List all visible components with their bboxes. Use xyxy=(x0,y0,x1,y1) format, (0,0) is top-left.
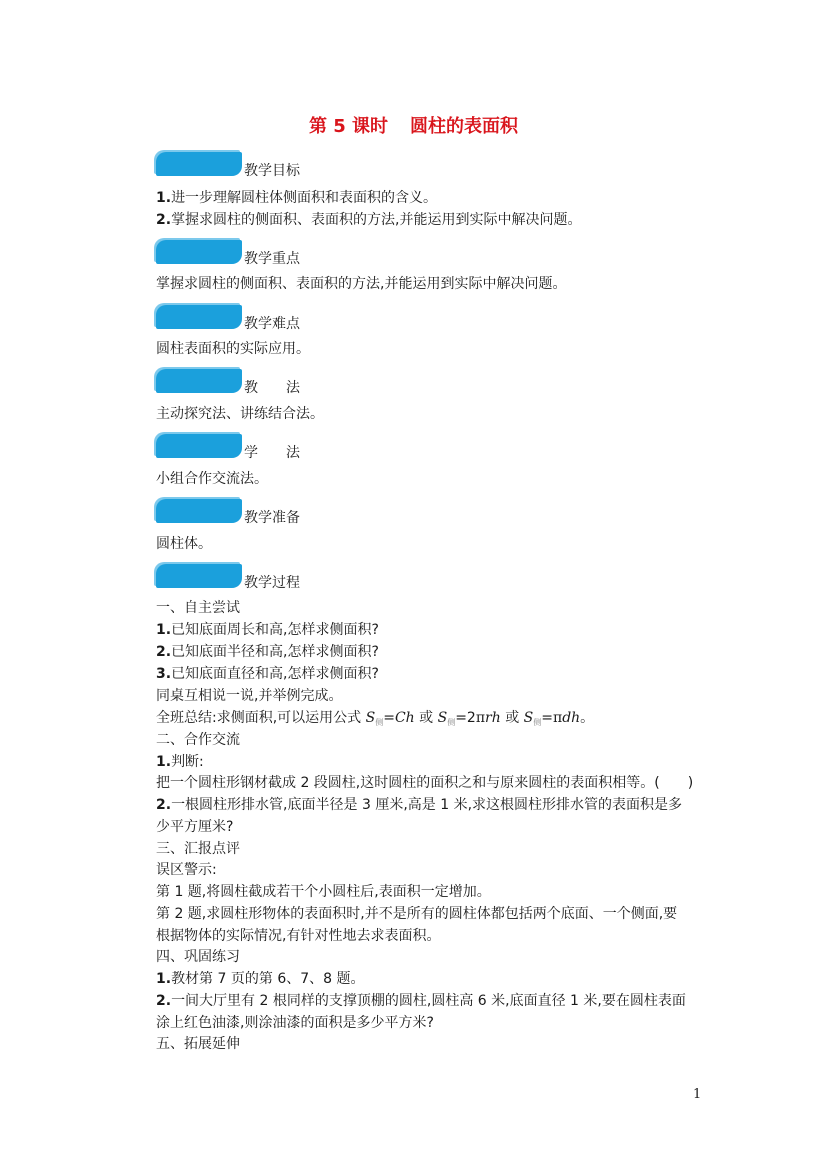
exercise-2-line-1: 2.一间大厅里有 2 根同样的支撑顶棚的圆柱,圆柱高 6 米,底面直径 1 米,要在圆柱表面 xyxy=(156,993,686,1009)
key-text: 掌握求圆柱的侧面积、表面积的方法,并能运用到实际中解决问题。 xyxy=(156,276,567,292)
section-label: 教学难点 xyxy=(244,316,300,332)
process-heading-2: 二、合作交流 xyxy=(156,732,240,748)
section-label: 教学重点 xyxy=(244,251,300,267)
section-badge xyxy=(156,369,242,393)
goal-item-2: 2.掌握求圆柱的侧面积、表面积的方法,并能运用到实际中解决问题。 xyxy=(156,212,582,228)
process-heading-1: 一、自主尝试 xyxy=(156,600,240,616)
formula-summary: 全班总结:求侧面积,可以运用公式 $S_侧=Ch$ 或 $S_侧=2\pi rh$ 或 $S_侧=\pi dh$。 xyxy=(156,710,595,727)
exercise-2-line-2: 涂上红色油漆,则涂油漆的面积是多少平方米? xyxy=(156,1015,434,1031)
judge-statement: 把一个圆柱形钢材截成 2 段圆柱,这时圆柱的面积之和与原来圆柱的表面积相等。( ) xyxy=(156,775,694,791)
section-badge xyxy=(156,152,242,176)
question-note: 同桌互相说一说,并举例完成。 xyxy=(156,688,343,704)
warning-2-line-1: 第 2 题,求圆柱形物体的表面积时,并不是所有的圆柱体都包括两个底面、一个侧面,要 xyxy=(156,906,678,922)
question-2: 2.已知底面半径和高,怎样求侧面积? xyxy=(156,644,379,660)
prep-text: 圆柱体。 xyxy=(156,536,212,552)
question-3: 3.已知底面直径和高,怎样求侧面积? xyxy=(156,666,379,682)
section-label: 教学准备 xyxy=(244,510,300,526)
section-badge xyxy=(156,240,242,264)
exercise-1: 1.教材第 7 页的第 6、7、8 题。 xyxy=(156,971,365,987)
lesson-title: 圆柱的表面积 xyxy=(410,116,519,137)
teach-method-text: 主动探究法、讲练结合法。 xyxy=(156,406,324,422)
section-badge xyxy=(156,564,242,588)
lesson-number: 第 5 课时 xyxy=(308,116,389,137)
section-badge xyxy=(156,305,242,329)
page-number: 1 xyxy=(693,1087,702,1102)
process-heading-5: 五、拓展延伸 xyxy=(156,1036,240,1052)
section-label: 学 法 xyxy=(244,445,300,461)
judge-heading: 1.判断: xyxy=(156,754,204,770)
process-heading-4: 四、巩固练习 xyxy=(156,949,240,965)
warning-2-line-2: 根据物体的实际情况,有针对性地去求表面积。 xyxy=(156,928,441,944)
section-label: 教 法 xyxy=(244,380,300,396)
process-heading-3: 三、汇报点评 xyxy=(156,841,240,857)
warning-1: 第 1 题,将圆柱截成若干个小圆柱后,表面积一定增加。 xyxy=(156,884,491,900)
problem-2-line-1: 2.一根圆柱形排水管,底面半径是 3 厘米,高是 1 米,求这根圆柱形排水管的表面积是多 xyxy=(156,797,683,813)
problem-2-line-2: 少平方厘米? xyxy=(156,819,234,835)
section-label: 教学目标 xyxy=(244,163,300,179)
question-1: 1.已知底面周长和高,怎样求侧面积? xyxy=(156,622,379,638)
goal-item-1: 1.进一步理解圆柱体侧面积和表面积的含义。 xyxy=(156,190,438,206)
section-badge xyxy=(156,434,242,458)
warning-label: 误区警示: xyxy=(156,862,217,878)
section-badge xyxy=(156,499,242,523)
section-label: 教学过程 xyxy=(244,575,300,591)
difficult-text: 圆柱表面积的实际应用。 xyxy=(156,341,310,357)
page-title xyxy=(0,112,827,138)
learn-method-text: 小组合作交流法。 xyxy=(156,471,268,487)
formula-s: S xyxy=(365,710,376,726)
